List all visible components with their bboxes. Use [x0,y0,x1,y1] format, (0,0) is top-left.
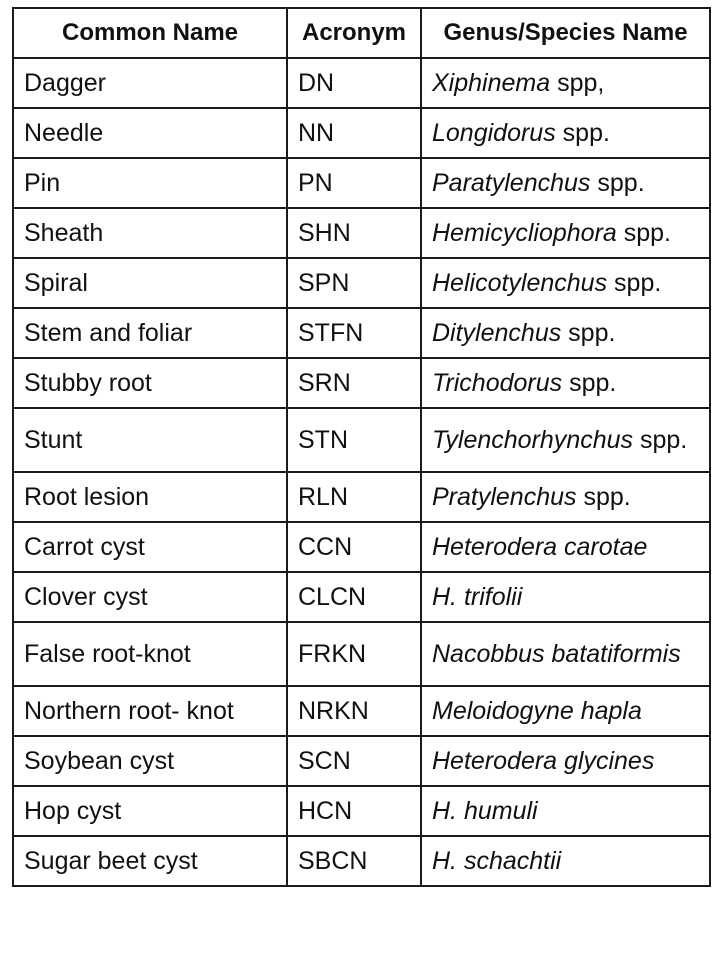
acronym-cell: NRKN [287,686,421,736]
species-name: Xiphinema [432,69,551,97]
header-row [13,8,710,58]
table-row [13,686,710,736]
common-name-cell: Northern root- knot [13,686,287,736]
species-suffix: spp. [607,269,662,297]
species-name: Heterodera glycines [432,747,655,775]
acronym-cell: HCN [287,786,421,836]
acronym-cell: SCN [287,736,421,786]
nematode-table [12,7,711,887]
species-name-cell [421,308,710,358]
common-name-cell: Root lesion [13,472,287,522]
table-row [13,308,710,358]
table-row [13,358,710,408]
acronym-cell: CLCN [287,572,421,622]
table-row [13,408,710,472]
table-row [13,208,710,258]
table-row [13,108,710,158]
species-name: Paratylenchus [432,169,591,197]
table-row [13,786,710,836]
common-name-cell: Sugar beet cyst [13,836,287,886]
common-name-cell: Spiral [13,258,287,308]
species-name: H. trifolii [432,583,523,611]
species-name-cell [421,472,710,522]
common-name-cell: Hop cyst [13,786,287,836]
species-name: H. humuli [432,797,538,825]
species-name: Heterodera carotae [432,533,648,561]
acronym-cell: NN [287,108,421,158]
header-acronym: Acronym [287,8,421,58]
species-suffix: spp. [555,119,610,147]
common-name-cell: Stem and foliar [13,308,287,358]
species-name-cell [421,108,710,158]
acronym-cell: DN [287,58,421,108]
acronym-cell: RLN [287,472,421,522]
species-name-cell [421,158,710,208]
species-name-cell [421,686,710,736]
acronym-cell: SBCN [287,836,421,886]
acronym-cell: STN [287,408,421,472]
table-row [13,158,710,208]
table-row [13,736,710,786]
species-name-cell [421,736,710,786]
table-row [13,572,710,622]
common-name-cell: Stubby root [13,358,287,408]
acronym-cell: SPN [287,258,421,308]
species-name-cell [421,208,710,258]
common-name-cell: False root-knot [13,622,287,686]
species-name: Ditylenchus [432,319,562,347]
table-row [13,522,710,572]
species-suffix: spp. [616,219,671,247]
species-name: Meloidogyne hapla [432,697,642,725]
species-suffix: spp. [590,169,645,197]
species-name-cell [421,258,710,308]
table-row [13,58,710,108]
species-name: Nacobbus batatiformis [432,640,681,668]
common-name-cell: Pin [13,158,287,208]
species-suffix: spp. [576,483,631,511]
species-name: Helicotylenchus [432,269,608,297]
common-name-cell: Needle [13,108,287,158]
common-name-cell: Stunt [13,408,287,472]
acronym-cell: PN [287,158,421,208]
species-name-cell [421,786,710,836]
species-name: Pratylenchus [432,483,577,511]
table-row [13,836,710,886]
species-suffix: spp, [550,69,605,97]
species-name-cell [421,358,710,408]
species-name: Tylenchorhynchus [432,426,634,454]
species-name: H. schachtii [432,847,562,875]
species-name-cell [421,622,710,686]
header-common-name: Common Name [13,8,287,58]
species-suffix: spp. [633,426,688,454]
species-name-cell [421,836,710,886]
acronym-cell: SHN [287,208,421,258]
species-name-cell [421,522,710,572]
common-name-cell: Carrot cyst [13,522,287,572]
table-row [13,258,710,308]
species-name-cell [421,408,710,472]
species-suffix: spp. [562,369,617,397]
species-name: Longidorus [432,119,556,147]
species-name-cell [421,572,710,622]
table-row [13,622,710,686]
common-name-cell: Sheath [13,208,287,258]
table-row [13,472,710,522]
acronym-cell: STFN [287,308,421,358]
species-name: Hemicycliophora [432,219,617,247]
species-name-cell [421,58,710,108]
common-name-cell: Dagger [13,58,287,108]
species-name: Trichodorus [432,369,563,397]
acronym-cell: SRN [287,358,421,408]
species-suffix: spp. [561,319,616,347]
common-name-cell: Soybean cyst [13,736,287,786]
acronym-cell: FRKN [287,622,421,686]
header-species-name: Genus/Species Name [421,8,710,58]
common-name-cell: Clover cyst [13,572,287,622]
acronym-cell: CCN [287,522,421,572]
